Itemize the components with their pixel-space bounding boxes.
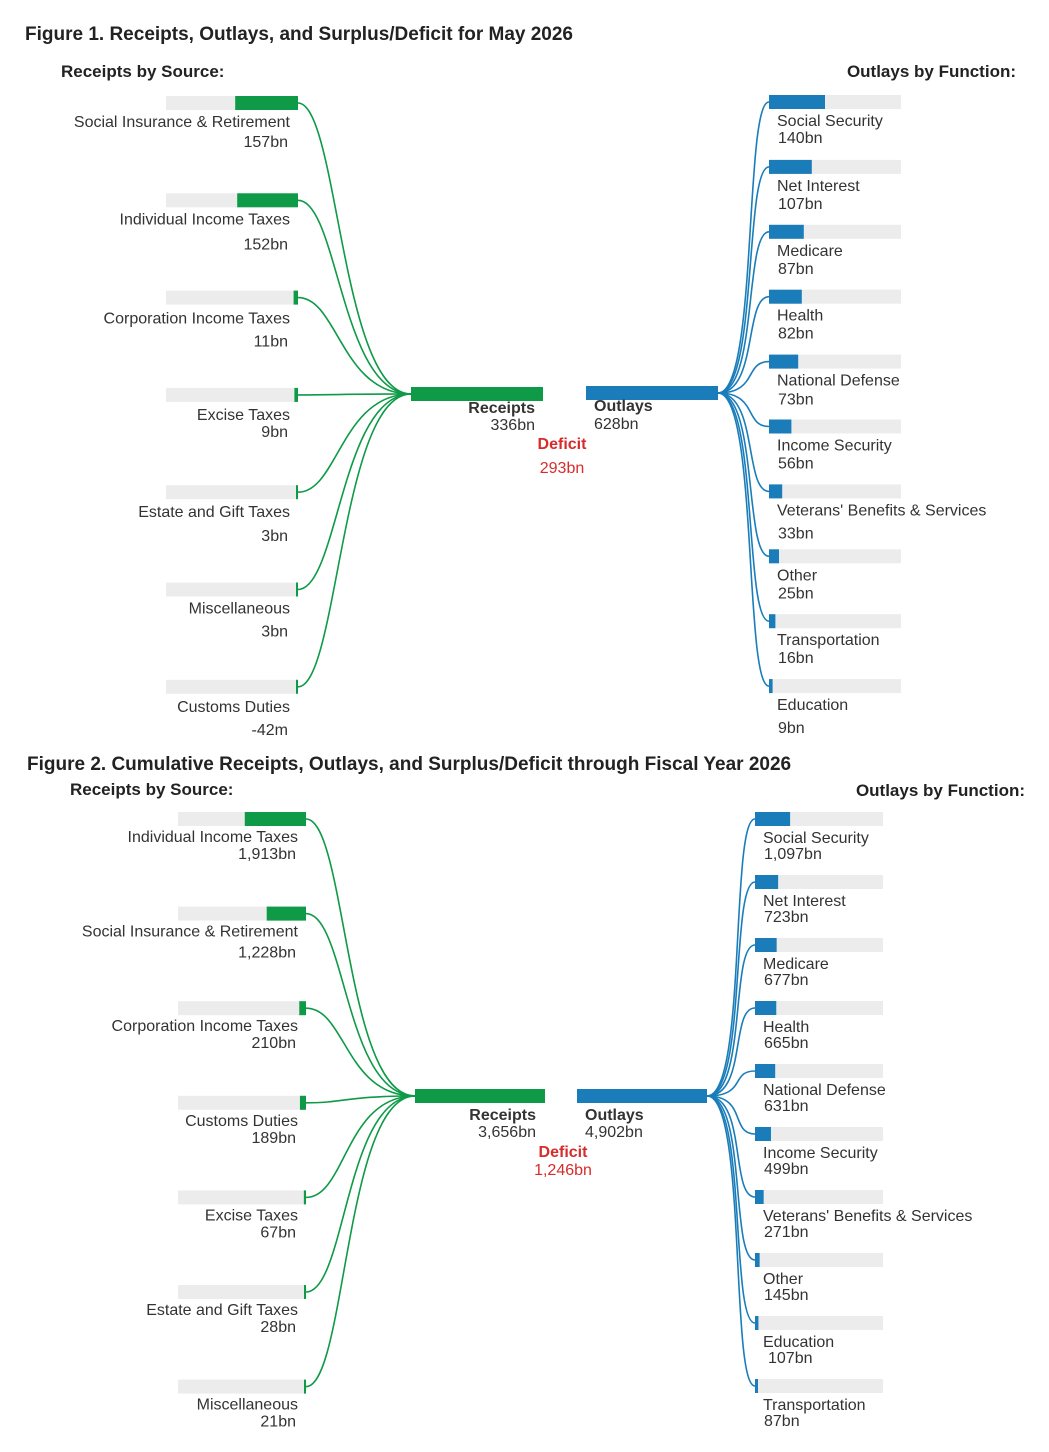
receipt-bar — [296, 583, 298, 597]
outlay-value: 82bn — [778, 325, 814, 343]
outlay-name: Income Security — [777, 437, 892, 455]
outlay-name: Transportation — [777, 632, 880, 650]
receipt-track — [166, 485, 298, 499]
outlays-total-value: 4,902bn — [585, 1124, 643, 1141]
deficit-label: Deficit — [538, 1144, 588, 1161]
receipt-bar — [299, 1001, 306, 1015]
receipt-track — [166, 291, 298, 305]
outlay-bar — [769, 679, 773, 693]
outlay-bar — [769, 484, 782, 498]
receipt-name: Customs Duties — [177, 698, 290, 716]
outlay-value: 499bn — [764, 1161, 809, 1178]
outlay-value: 33bn — [778, 525, 814, 543]
receipts-total-bar — [415, 1089, 545, 1103]
outlay-name: Education — [777, 697, 849, 715]
receipt-value: 11bn — [253, 333, 288, 351]
receipt-track — [178, 1285, 306, 1299]
receipt-bar — [296, 680, 298, 694]
receipt-bar — [235, 96, 298, 110]
receipt-track — [166, 680, 298, 694]
outlay-bar — [755, 1064, 775, 1078]
receipt-value: 28bn — [260, 1319, 296, 1336]
outlay-bar — [755, 812, 790, 826]
outlay-bar — [769, 549, 779, 563]
receipts-heading: Receipts by Source: — [70, 780, 234, 799]
outlay-track — [755, 1316, 883, 1330]
receipt-name: Individual Income Taxes — [127, 829, 298, 846]
outlay-name: Medicare — [777, 242, 843, 260]
receipt-value: 3bn — [261, 528, 288, 546]
outlay-flow-line — [707, 1096, 755, 1323]
outlay-bar — [755, 1127, 771, 1141]
receipt-flow-line — [298, 298, 411, 394]
outlay-flow-line — [707, 1096, 755, 1134]
outlay-bar — [769, 160, 812, 174]
outlay-bar — [769, 614, 775, 628]
outlays-total-bar — [577, 1089, 707, 1103]
deficit-value: 293bn — [539, 460, 585, 477]
outlay-bar — [755, 1001, 776, 1015]
receipt-value: 1,913bn — [238, 846, 296, 863]
receipt-track — [178, 1190, 306, 1204]
receipt-bar — [304, 1285, 306, 1299]
receipt-value: 1,228bn — [238, 944, 296, 962]
receipts-total-label: Receipts — [468, 400, 535, 417]
outlay-track — [755, 1379, 883, 1393]
outlay-bar — [755, 1379, 758, 1393]
figure-title: Figure 2. Cumulative Receipts, Outlays, and Surplus/Deficit through Fiscal Year 2026 — [27, 754, 792, 775]
figure-1 — [25, 24, 1016, 739]
outlay-value: 1,097bn — [764, 846, 822, 863]
receipt-name: Social Insurance & Retirement — [81, 923, 298, 941]
outlay-bar — [755, 1253, 760, 1267]
receipt-flow-line — [306, 1096, 415, 1292]
receipt-value: 67bn — [260, 1224, 296, 1242]
outlay-name: Income Security — [763, 1145, 878, 1162]
outlay-value: 87bn — [764, 1413, 800, 1430]
outlay-name: Medicare — [763, 956, 829, 973]
receipt-name: Social Insurance & Retirement — [73, 114, 290, 131]
receipts-total-label: Receipts — [469, 1107, 536, 1124]
receipt-flow-line — [306, 1096, 415, 1387]
receipt-track — [166, 388, 298, 402]
receipt-name: Individual Income Taxes — [119, 211, 290, 229]
outlay-track — [755, 1253, 883, 1267]
outlay-value: 56bn — [778, 455, 814, 473]
outlay-name: Health — [777, 307, 824, 325]
receipt-bar — [304, 1190, 306, 1204]
outlay-name: Social Security — [777, 113, 883, 130]
receipt-name: Excise Taxes — [196, 406, 290, 424]
outlay-name: Education — [763, 1334, 835, 1351]
outlay-name: Social Security — [763, 830, 869, 847]
receipt-value: 189bn — [251, 1129, 296, 1147]
outlay-track — [769, 484, 901, 498]
outlay-track — [769, 679, 901, 693]
receipt-track — [178, 1001, 306, 1015]
receipt-bar — [294, 291, 298, 305]
outlay-bar — [755, 875, 778, 889]
outlay-name: National Defense — [777, 372, 900, 390]
outlay-value: 271bn — [764, 1224, 809, 1241]
receipt-track — [166, 583, 298, 597]
outlay-name: Veterans' Benefits & Services — [777, 502, 987, 520]
receipt-bar — [237, 193, 298, 207]
outlay-bar — [755, 1316, 758, 1330]
outlay-value: 665bn — [764, 1035, 809, 1052]
outlay-flow-line — [718, 167, 769, 393]
receipt-flow-line — [298, 394, 411, 492]
receipt-flow-line — [298, 394, 411, 395]
receipt-bar — [267, 907, 306, 921]
outlay-flow-line — [707, 882, 755, 1096]
receipts-total-bar — [411, 387, 543, 401]
receipt-flow-line — [306, 1096, 415, 1197]
receipt-value: -42m — [251, 721, 288, 739]
receipt-track — [178, 1096, 306, 1110]
receipt-value: 152bn — [243, 236, 288, 254]
outlay-value: 723bn — [764, 909, 809, 926]
receipt-name: Corporation Income Taxes — [111, 1018, 298, 1036]
outlay-name: Health — [763, 1019, 810, 1036]
outlay-name: Net Interest — [777, 177, 860, 195]
receipt-value: 9bn — [261, 423, 288, 441]
outlay-name: Other — [763, 1271, 804, 1288]
outlay-name: Net Interest — [763, 893, 846, 910]
receipt-value: 210bn — [251, 1035, 296, 1053]
outlay-track — [755, 1190, 883, 1204]
outlay-bar — [755, 1190, 764, 1204]
receipts-heading: Receipts by Source: — [61, 62, 225, 81]
outlay-value: 107bn — [768, 1350, 813, 1367]
outlay-value: 107bn — [778, 195, 823, 213]
receipt-flow-line — [306, 1008, 415, 1096]
outlay-name: Veterans' Benefits & Services — [763, 1208, 973, 1225]
receipt-bar — [300, 1096, 306, 1110]
outlay-bar — [769, 420, 791, 434]
outlay-name: National Defense — [763, 1082, 886, 1099]
receipt-track — [178, 1380, 306, 1394]
outlay-bar — [769, 95, 825, 109]
receipt-flow-line — [298, 103, 411, 394]
receipts-total-value: 336bn — [490, 417, 535, 434]
receipt-name: Estate and Gift Taxes — [138, 504, 290, 522]
outlay-track — [755, 1127, 883, 1141]
receipt-name: Corporation Income Taxes — [103, 310, 290, 328]
outlay-track — [769, 614, 901, 628]
receipt-flow-line — [298, 394, 411, 687]
receipt-name: Miscellaneous — [196, 1396, 298, 1414]
outlay-name: Other — [777, 567, 818, 585]
outlay-flow-line — [718, 393, 769, 621]
receipt-bar — [294, 388, 298, 402]
outlay-value: 677bn — [764, 972, 809, 989]
deficit-label: Deficit — [537, 436, 587, 453]
outlay-value: 25bn — [778, 585, 814, 603]
outlays-total-label: Outlays — [594, 398, 653, 415]
figure-title: Figure 1. Receipts, Outlays, and Surplus/Deficit for May 2026 — [25, 24, 573, 45]
receipts-total-value: 3,656bn — [478, 1124, 536, 1141]
outlay-value: 145bn — [764, 1287, 809, 1304]
receipt-bar — [245, 812, 306, 826]
outlay-name: Transportation — [763, 1397, 866, 1414]
receipt-value: 157bn — [243, 134, 288, 151]
receipt-value: 3bn — [261, 623, 288, 641]
outlay-value: 73bn — [778, 391, 814, 409]
outlay-value: 9bn — [778, 720, 805, 738]
outlay-bar — [769, 290, 802, 304]
outlay-bar — [769, 355, 798, 369]
receipt-name: Miscellaneous — [188, 600, 290, 618]
figure-2 — [27, 754, 1025, 1431]
outlays-heading: Outlays by Function: — [855, 781, 1025, 800]
outlays-total-value: 628bn — [594, 416, 639, 433]
receipt-name: Estate and Gift Taxes — [146, 1302, 298, 1319]
receipt-name: Excise Taxes — [204, 1207, 298, 1225]
outlay-value: 16bn — [778, 650, 814, 668]
outlay-flow-line — [707, 1008, 755, 1096]
receipt-bar — [296, 485, 298, 499]
receipt-bar — [304, 1380, 306, 1394]
outlay-value: 140bn — [778, 130, 823, 147]
deficit-value: 1,246bn — [534, 1162, 592, 1179]
receipt-flow-line — [306, 819, 415, 1096]
receipt-value: 21bn — [260, 1413, 296, 1431]
outlay-bar — [755, 938, 777, 952]
outlay-bar — [769, 225, 804, 239]
outlays-heading: Outlays by Function: — [846, 62, 1016, 81]
receipt-name: Customs Duties — [185, 1112, 298, 1130]
outlay-value: 631bn — [764, 1098, 809, 1115]
outlay-value: 87bn — [778, 260, 814, 278]
outlays-total-label: Outlays — [585, 1107, 644, 1124]
outlay-track — [769, 549, 901, 563]
outlay-flow-line — [707, 819, 755, 1096]
